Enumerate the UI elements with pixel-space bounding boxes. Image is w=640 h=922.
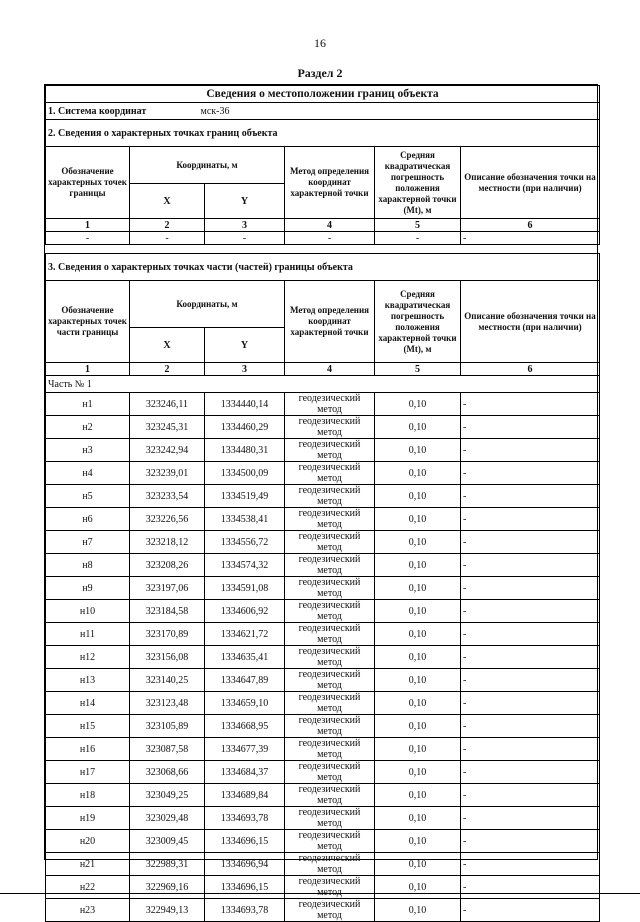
description-cell: - xyxy=(461,807,600,830)
point-id-cell: н6 xyxy=(46,508,130,531)
sec2-num-3: 3 xyxy=(205,219,285,232)
table-row xyxy=(46,876,600,899)
description-cell: - xyxy=(461,646,600,669)
boundary-info-document xyxy=(44,84,598,921)
coord-y-cell: 1334556,72 xyxy=(205,531,285,554)
method-cell: геодезический метод xyxy=(285,807,375,830)
sec2-num-2: 2 xyxy=(130,219,205,232)
coord-x-cell: 323245,31 xyxy=(130,416,205,439)
coord-y-cell: 1334668,95 xyxy=(205,715,285,738)
error-cell: 0,10 xyxy=(375,669,461,692)
table-row xyxy=(46,853,600,876)
coord-y-cell: 1334693,78 xyxy=(205,807,285,830)
table-row xyxy=(46,554,600,577)
sec3-num-1: 1 xyxy=(46,363,130,376)
sec2-dash-1: - xyxy=(46,232,130,245)
point-id-cell: н2 xyxy=(46,416,130,439)
error-cell: 0,10 xyxy=(375,439,461,462)
coord-x-cell: 323156,08 xyxy=(130,646,205,669)
coord-y-cell: 1334696,15 xyxy=(205,830,285,853)
table-row xyxy=(46,807,600,830)
error-cell: 0,10 xyxy=(375,692,461,715)
table-row xyxy=(46,600,600,623)
method-cell: геодезический метод xyxy=(285,462,375,485)
coord-y-cell: 1334591,08 xyxy=(205,577,285,600)
table-row xyxy=(46,646,600,669)
sec2-col-method: Метод определения координат характерной точки xyxy=(285,147,375,219)
coord-x-cell: 323029,48 xyxy=(130,807,205,830)
coord-y-cell: 1334440,14 xyxy=(205,393,285,416)
description-cell: - xyxy=(461,577,600,600)
sec2-col-description: Описание обозначения точки на местности (при наличии) xyxy=(461,147,600,219)
method-cell: геодезический метод xyxy=(285,669,375,692)
coord-x-cell: 323170,89 xyxy=(130,623,205,646)
sec3-col-method: Метод определения координат характерной точки xyxy=(285,281,375,363)
error-cell: 0,10 xyxy=(375,715,461,738)
description-cell: - xyxy=(461,899,600,922)
table-row xyxy=(46,761,600,784)
error-cell: 0,10 xyxy=(375,531,461,554)
method-cell: геодезический метод xyxy=(285,738,375,761)
error-cell: 0,10 xyxy=(375,830,461,853)
method-cell: геодезический метод xyxy=(285,853,375,876)
description-cell: - xyxy=(461,508,600,531)
error-cell: 0,10 xyxy=(375,462,461,485)
section3-title: 3. Сведения о характерных точках части (частей) границы объекта xyxy=(46,254,600,281)
error-cell: 0,10 xyxy=(375,600,461,623)
sec3-col-error: Средняя квадратическая погрешность положения характерной точки (Mt), м xyxy=(375,281,461,363)
error-cell: 0,10 xyxy=(375,761,461,784)
coord-x-cell: 323123,48 xyxy=(130,692,205,715)
coord-y-cell: 1334538,41 xyxy=(205,508,285,531)
document-header-title: Сведения о местоположении границ объекта xyxy=(46,86,600,103)
point-id-cell: н21 xyxy=(46,853,130,876)
error-cell: 0,10 xyxy=(375,853,461,876)
table-row xyxy=(46,738,600,761)
section-gap xyxy=(46,245,600,254)
method-cell: геодезический метод xyxy=(285,715,375,738)
coord-x-cell: 323087,58 xyxy=(130,738,205,761)
coord-y-cell: 1334647,89 xyxy=(205,669,285,692)
sec3-num-4: 4 xyxy=(285,363,375,376)
error-cell: 0,10 xyxy=(375,876,461,899)
sec2-num-1: 1 xyxy=(46,219,130,232)
coord-y-cell: 1334684,37 xyxy=(205,761,285,784)
coordinate-system-value: мск-36 xyxy=(200,105,230,117)
method-cell: геодезический метод xyxy=(285,554,375,577)
method-cell: геодезический метод xyxy=(285,416,375,439)
error-cell: 0,10 xyxy=(375,577,461,600)
table-row xyxy=(46,784,600,807)
boundary-info-table xyxy=(45,85,600,922)
coord-x-cell: 323242,94 xyxy=(130,439,205,462)
table-row xyxy=(46,715,600,738)
error-cell: 0,10 xyxy=(375,623,461,646)
description-cell: - xyxy=(461,669,600,692)
point-id-cell: н15 xyxy=(46,715,130,738)
error-cell: 0,10 xyxy=(375,646,461,669)
method-cell: геодезический метод xyxy=(285,439,375,462)
table-row xyxy=(46,508,600,531)
method-cell: геодезический метод xyxy=(285,508,375,531)
description-cell: - xyxy=(461,623,600,646)
error-cell: 0,10 xyxy=(375,508,461,531)
coord-y-cell: 1334696,94 xyxy=(205,853,285,876)
point-id-cell: н16 xyxy=(46,738,130,761)
point-id-cell: н5 xyxy=(46,485,130,508)
page-number: 16 xyxy=(314,36,326,50)
point-id-cell: н10 xyxy=(46,600,130,623)
sec2-dash-2: - xyxy=(130,232,205,245)
coord-x-cell: 323208,26 xyxy=(130,554,205,577)
table-row xyxy=(46,830,600,853)
coord-x-cell: 323049,25 xyxy=(130,784,205,807)
description-cell: - xyxy=(461,692,600,715)
coord-y-cell: 1334519,49 xyxy=(205,485,285,508)
point-id-cell: н20 xyxy=(46,830,130,853)
coord-x-cell: 322949,13 xyxy=(130,899,205,922)
point-id-cell: н22 xyxy=(46,876,130,899)
sec2-col-x: X xyxy=(130,184,205,219)
point-id-cell: н1 xyxy=(46,393,130,416)
coord-x-cell: 322969,16 xyxy=(130,876,205,899)
error-cell: 0,10 xyxy=(375,485,461,508)
part-label: Часть № 1 xyxy=(46,376,600,393)
description-cell: - xyxy=(461,485,600,508)
method-cell: геодезический метод xyxy=(285,577,375,600)
coord-x-cell: 323218,12 xyxy=(130,531,205,554)
coord-y-cell: 1334693,78 xyxy=(205,899,285,922)
sec3-num-3: 3 xyxy=(205,363,285,376)
table-row xyxy=(46,623,600,646)
description-cell: - xyxy=(461,600,600,623)
coord-y-cell: 1334500,09 xyxy=(205,462,285,485)
error-cell: 0,10 xyxy=(375,807,461,830)
point-id-cell: н23 xyxy=(46,899,130,922)
description-cell: - xyxy=(461,738,600,761)
coord-x-cell: 323009,45 xyxy=(130,830,205,853)
method-cell: геодезический метод xyxy=(285,692,375,715)
coord-y-cell: 1334677,39 xyxy=(205,738,285,761)
coordinate-system-label: 1. Система координат xyxy=(48,105,147,117)
coord-y-cell: 1334689,84 xyxy=(205,784,285,807)
description-cell: - xyxy=(461,715,600,738)
description-cell: - xyxy=(461,554,600,577)
point-rows xyxy=(46,393,600,922)
sec2-num-6: 6 xyxy=(461,219,600,232)
coord-x-cell: 322989,31 xyxy=(130,853,205,876)
point-id-cell: н14 xyxy=(46,692,130,715)
description-cell: - xyxy=(461,876,600,899)
page-bottom-rule xyxy=(0,893,640,894)
point-id-cell: н8 xyxy=(46,554,130,577)
description-cell: - xyxy=(461,784,600,807)
method-cell: геодезический метод xyxy=(285,761,375,784)
table-row xyxy=(46,439,600,462)
sec3-col-y: Y xyxy=(205,328,285,363)
point-id-cell: н17 xyxy=(46,761,130,784)
sec2-dash-3: - xyxy=(205,232,285,245)
table-row xyxy=(46,485,600,508)
point-id-cell: н19 xyxy=(46,807,130,830)
table-row xyxy=(46,669,600,692)
sec3-col-description: Описание обозначения точки на местности (при наличии) xyxy=(461,281,600,363)
description-cell: - xyxy=(461,830,600,853)
sec3-col-designation: Обозначение характерных точек части границы xyxy=(46,281,130,363)
description-cell: - xyxy=(461,416,600,439)
table-row xyxy=(46,899,600,922)
table-row xyxy=(46,577,600,600)
coordinate-system-row xyxy=(46,103,600,120)
section-title: Раздел 2 xyxy=(297,66,343,80)
error-cell: 0,10 xyxy=(375,899,461,922)
coord-x-cell: 323068,66 xyxy=(130,761,205,784)
table-row xyxy=(46,692,600,715)
coord-y-cell: 1334574,32 xyxy=(205,554,285,577)
sec2-col-y: Y xyxy=(205,184,285,219)
sec3-col-coords: Координаты, м xyxy=(130,281,285,328)
point-id-cell: н18 xyxy=(46,784,130,807)
method-cell: геодезический метод xyxy=(285,600,375,623)
table-row xyxy=(46,531,600,554)
description-cell: - xyxy=(461,761,600,784)
sec2-dash-6: - xyxy=(461,232,600,245)
error-cell: 0,10 xyxy=(375,393,461,416)
description-cell: - xyxy=(461,393,600,416)
method-cell: геодезический метод xyxy=(285,899,375,922)
coord-y-cell: 1334635,41 xyxy=(205,646,285,669)
sec2-dash-4: - xyxy=(285,232,375,245)
point-id-cell: н11 xyxy=(46,623,130,646)
method-cell: геодезический метод xyxy=(285,784,375,807)
description-cell: - xyxy=(461,462,600,485)
sec3-col-x: X xyxy=(130,328,205,363)
sec2-num-4: 4 xyxy=(285,219,375,232)
coord-y-cell: 1334696,15 xyxy=(205,876,285,899)
coord-y-cell: 1334606,92 xyxy=(205,600,285,623)
method-cell: геодезический метод xyxy=(285,623,375,646)
point-id-cell: н12 xyxy=(46,646,130,669)
coord-x-cell: 323197,06 xyxy=(130,577,205,600)
description-cell: - xyxy=(461,853,600,876)
coord-y-cell: 1334460,29 xyxy=(205,416,285,439)
coord-x-cell: 323233,54 xyxy=(130,485,205,508)
method-cell: геодезический метод xyxy=(285,876,375,899)
coord-x-cell: 323105,89 xyxy=(130,715,205,738)
coord-x-cell: 323140,25 xyxy=(130,669,205,692)
coord-y-cell: 1334480,31 xyxy=(205,439,285,462)
error-cell: 0,10 xyxy=(375,738,461,761)
coord-y-cell: 1334621,72 xyxy=(205,623,285,646)
sec2-col-coords: Координаты, м xyxy=(130,147,285,184)
method-cell: геодезический метод xyxy=(285,830,375,853)
method-cell: геодезический метод xyxy=(285,646,375,669)
point-id-cell: н7 xyxy=(46,531,130,554)
section2-title: 2. Сведения о характерных точках границ объекта xyxy=(46,120,600,147)
coord-x-cell: 323226,56 xyxy=(130,508,205,531)
table-row xyxy=(46,416,600,439)
sec3-num-2: 2 xyxy=(130,363,205,376)
point-id-cell: н9 xyxy=(46,577,130,600)
error-cell: 0,10 xyxy=(375,416,461,439)
sec2-dash-5: - xyxy=(375,232,461,245)
point-id-cell: н13 xyxy=(46,669,130,692)
error-cell: 0,10 xyxy=(375,554,461,577)
point-id-cell: н3 xyxy=(46,439,130,462)
table-row xyxy=(46,462,600,485)
table-row xyxy=(46,393,600,416)
method-cell: геодезический метод xyxy=(285,531,375,554)
method-cell: геодезический метод xyxy=(285,393,375,416)
coord-y-cell: 1334659,10 xyxy=(205,692,285,715)
coord-x-cell: 323246,11 xyxy=(130,393,205,416)
sec2-col-designation: Обозначение характерных точек границы xyxy=(46,147,130,219)
description-cell: - xyxy=(461,531,600,554)
sec3-num-5: 5 xyxy=(375,363,461,376)
coord-x-cell: 323239,01 xyxy=(130,462,205,485)
sec2-num-5: 5 xyxy=(375,219,461,232)
coord-x-cell: 323184,58 xyxy=(130,600,205,623)
method-cell: геодезический метод xyxy=(285,485,375,508)
point-id-cell: н4 xyxy=(46,462,130,485)
sec2-col-error: Средняя квадратическая погрешность положения характерной точки (Mt), м xyxy=(375,147,461,219)
error-cell: 0,10 xyxy=(375,784,461,807)
sec3-num-6: 6 xyxy=(461,363,600,376)
description-cell: - xyxy=(461,439,600,462)
